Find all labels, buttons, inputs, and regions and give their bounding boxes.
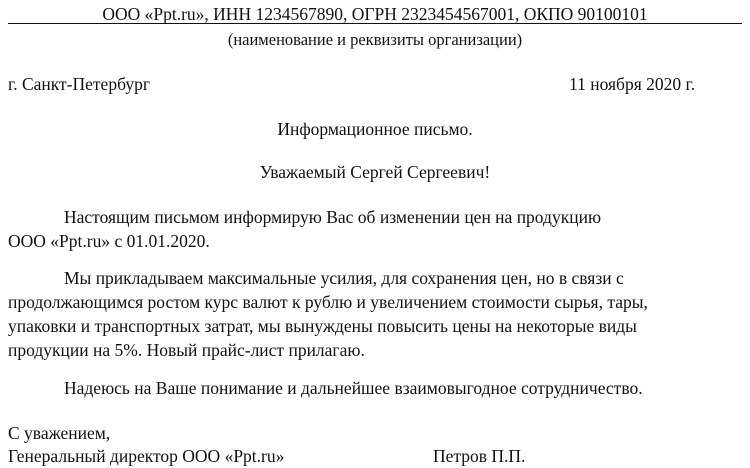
paragraph-line: Мы прикладываем максимальные усилия, для сохранения цен, но в связи с: [64, 268, 624, 288]
signer-name: Петров П.П.: [433, 446, 526, 466]
organization-underline: [8, 23, 742, 24]
letter-closing: С уважением,: [8, 423, 111, 443]
organization-details: ООО «Ppt.ru», ИНН 1234567890, ОГРН 2323454567001, ОКПО 90100101: [102, 4, 648, 24]
signer-position: Генеральный директор ООО «Ppt.ru»: [8, 446, 285, 466]
letter-place: г. Санкт-Петербург: [8, 74, 150, 94]
paragraph-line: продукции на 5%. Новый прайс-лист прилагаю.: [8, 340, 365, 360]
letter-title: Информационное письмо.: [277, 119, 473, 139]
paragraph-line: упаковки и транспортных затрат, мы вынуждены повысить цены на некоторые виды: [8, 316, 637, 336]
paragraph-line: продолжающимся ростом курс валют к рублю и увеличением стоимости сырья, тары,: [8, 292, 648, 312]
organization-caption: (наименование и реквизиты организации): [227, 30, 523, 49]
letter-greeting: Уважаемый Сергей Сергеевич!: [259, 162, 491, 182]
letter-date: 11 ноября 2020 г.: [569, 74, 696, 94]
paragraph-line: Настоящим письмом информирую Вас об изменении цен на продукцию: [64, 207, 602, 227]
paragraph-line: Надеюсь на Ваше понимание и дальнейшее взаимовыгодное сотрудничество.: [64, 378, 643, 398]
paragraph-line: ООО «Ppt.ru» с 01.01.2020.: [8, 231, 210, 251]
